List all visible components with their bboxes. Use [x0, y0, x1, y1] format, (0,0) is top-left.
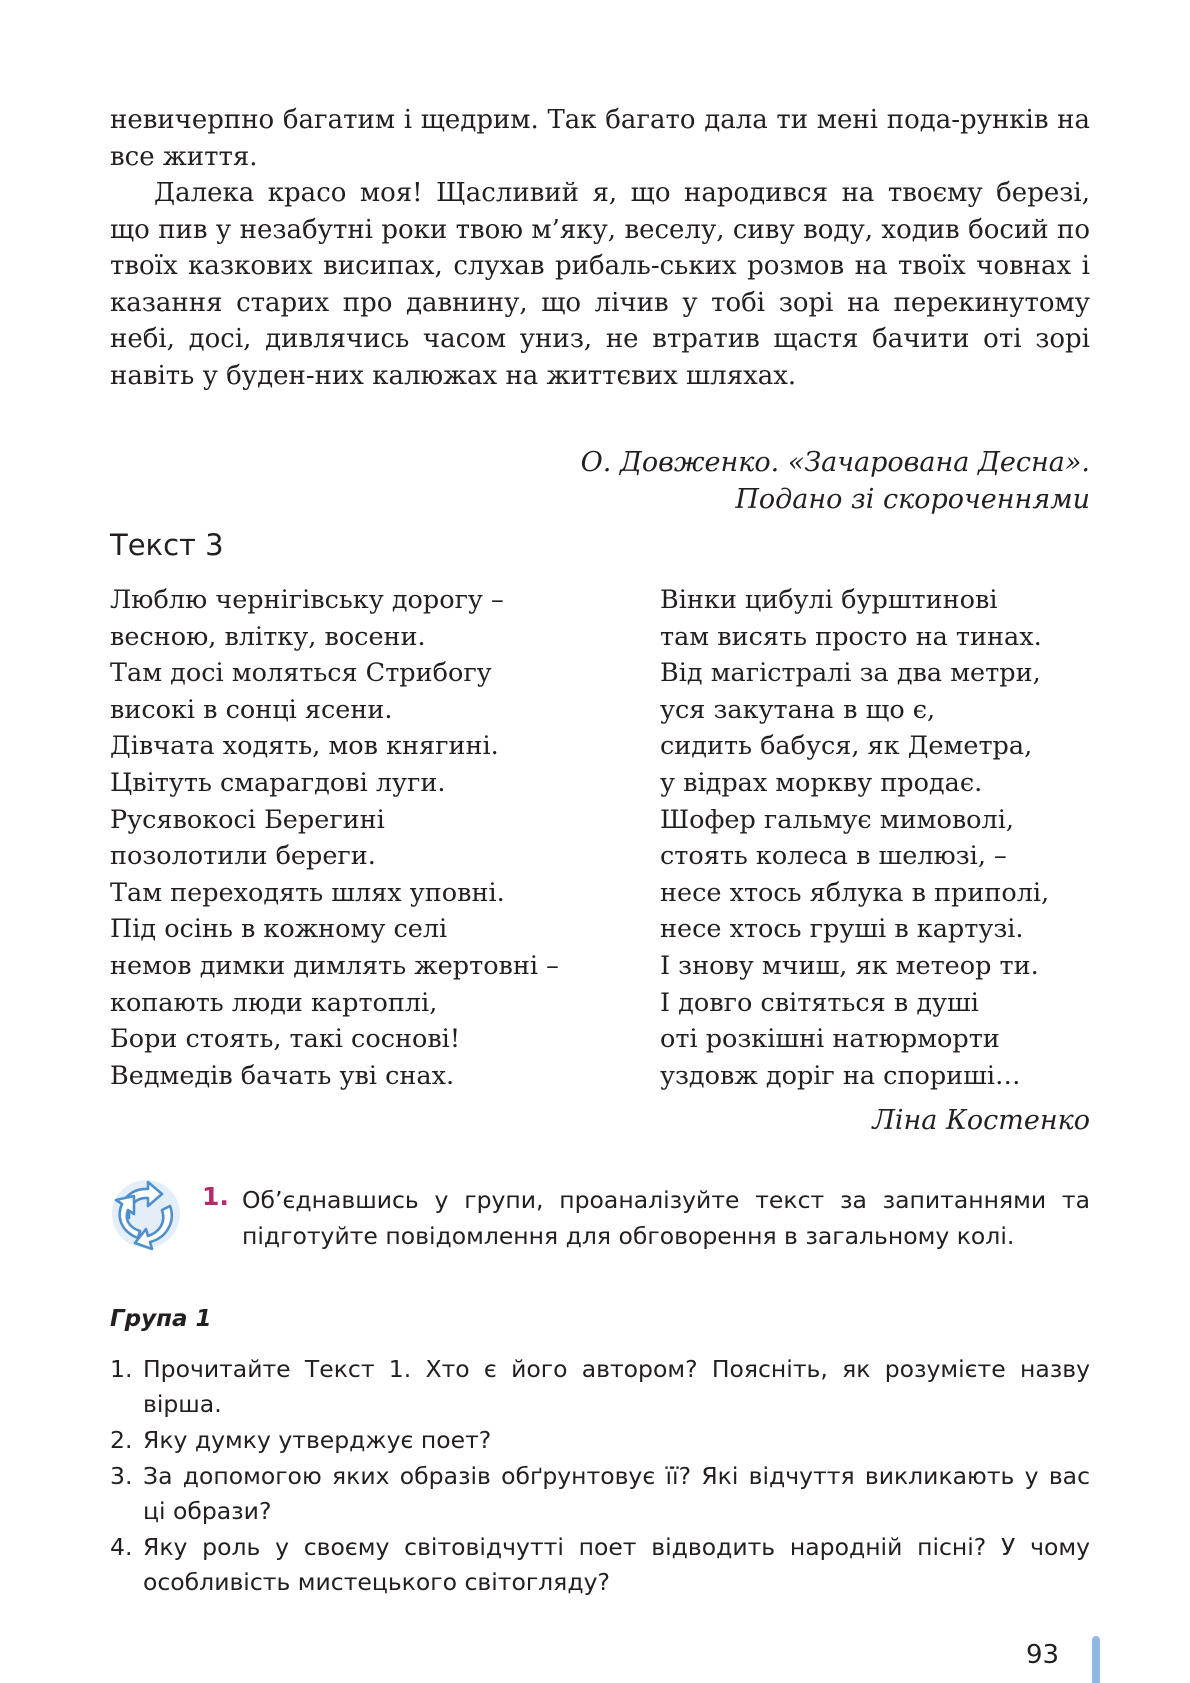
page-number: 93: [1026, 1640, 1060, 1670]
poem-author: Ліна Костенко: [872, 1105, 1090, 1136]
poem-line: Шофер гальмує мимоволі,: [660, 804, 1014, 835]
group-work-arrows-icon: [108, 1176, 184, 1252]
poem-line: уздовж доріг на спориші…: [660, 1060, 1021, 1091]
question-number: 1.: [110, 1355, 133, 1383]
list-item: [110, 1423, 1090, 1458]
poem-line: Цвітуть смарагдові луги.: [110, 767, 446, 798]
poem-line: Люблю чернігівську дорогу –: [110, 585, 504, 615]
poem-line: Дівчата ходять, мов княгині.: [110, 731, 499, 762]
attribution-author-title: О. Довженко. «Зачарована Десна».: [580, 447, 1090, 478]
prose-paragraph-2: Далека красо моя! Щасливий я, що народився на твоєму березі, що пив у незабутні роки твою м’яку, веселу, сиву воду, ходив босий по твоїх казкових висипах, слухав рибаль-ських розмов на твоїх човнах і казання старих про давнину, що лічив у тобі зорі на перекинутому небі, досі, дивлячись часом униз, не втратив щастя бачити оті зорі навіть у буден-них калюжах на життєвих шляхах.: [110, 178, 1090, 391]
poem-line: І довго світяться в душі: [660, 987, 979, 1018]
poem-line: високі в сонці ясени.: [110, 694, 393, 725]
task-instruction: Об’єднавшись у групи, проаналізуйте текст за запитаннями та підготуйте повідомлення для обговорення в загальному колі.: [242, 1186, 1090, 1250]
page-edge-marker: [1092, 1636, 1100, 1683]
task-number: 1.: [202, 1182, 229, 1211]
poem-line: у відрах моркву продає.: [660, 767, 983, 798]
poem-line: І знову мчиш, як метеор ти.: [660, 950, 1039, 981]
group-1-title: Група 1: [110, 1306, 212, 1332]
list-item: [110, 1459, 1090, 1529]
poem-line: уся закутана в що є,: [660, 694, 936, 725]
poem-line: несе хтось яблука в приполі,: [660, 877, 1050, 908]
question-text: Прочитайте Текст 1. Хто є його автором? Поясніть, як розумієте назву вірша.: [143, 1355, 1090, 1418]
question-text: Яку роль у своєму світовідчутті поет відводить народній пісні? У чому особливість мистецького світогляду?: [143, 1533, 1090, 1596]
poem-line: стоять колеса в шелюзі, –: [660, 841, 1007, 872]
attribution-note: Подано зі скороченнями: [735, 484, 1090, 515]
poem-line: Вінки цибулі бурштинові: [660, 585, 998, 615]
poem-line: немов димки димлять жертовні –: [110, 950, 559, 981]
question-number: 3.: [110, 1462, 133, 1490]
poem-line: несе хтось груші в картузі.: [660, 914, 1024, 945]
poem-column-left: [110, 582, 559, 1094]
list-item: [110, 1530, 1090, 1600]
poem-line: Бори стоять, такі соснові!: [110, 1024, 461, 1055]
group-1-questions: [110, 1352, 1090, 1601]
poem-line: Русявокосі Берегині: [110, 804, 385, 835]
poem-line: Ведмедів бачать уві снах.: [110, 1060, 455, 1091]
question-number: 4.: [110, 1533, 133, 1561]
prose-paragraph-1: невичерпно багатим і щедрим. Так багато дала ти мені пода-рунків на все життя.: [110, 105, 1090, 172]
poem-line: там висять просто на тинах.: [660, 621, 1042, 652]
poem-column-right: [660, 582, 1049, 1094]
poem-line: позолотили береги.: [110, 841, 376, 872]
text3-heading: Текст 3: [110, 528, 224, 562]
poem-line: Від магістралі за два метри,: [660, 658, 1041, 689]
poem-line: Під осінь в кожному селі: [110, 914, 448, 945]
poem-line: Там досі моляться Стрибогу: [110, 658, 492, 689]
poem-line: сидить бабуся, як Деметра,: [660, 731, 1033, 762]
question-number: 2.: [110, 1426, 133, 1454]
poem-line: Там переходять шлях уповні.: [110, 877, 505, 908]
prose-attribution: [581, 444, 1090, 518]
list-item: [110, 1352, 1090, 1422]
poem-line: оті розкішні натюрморти: [660, 1024, 1000, 1055]
poem-line: копають люди картоплі,: [110, 987, 438, 1018]
poem-line: весною, влітку, восени.: [110, 621, 426, 652]
prose-excerpt: [110, 102, 1090, 394]
question-text: Яку думку утверджує поет?: [143, 1426, 492, 1454]
question-text: За допомогою яких образів обґрунтовує її? Які відчуття викликають у вас ці образи?: [143, 1462, 1090, 1525]
